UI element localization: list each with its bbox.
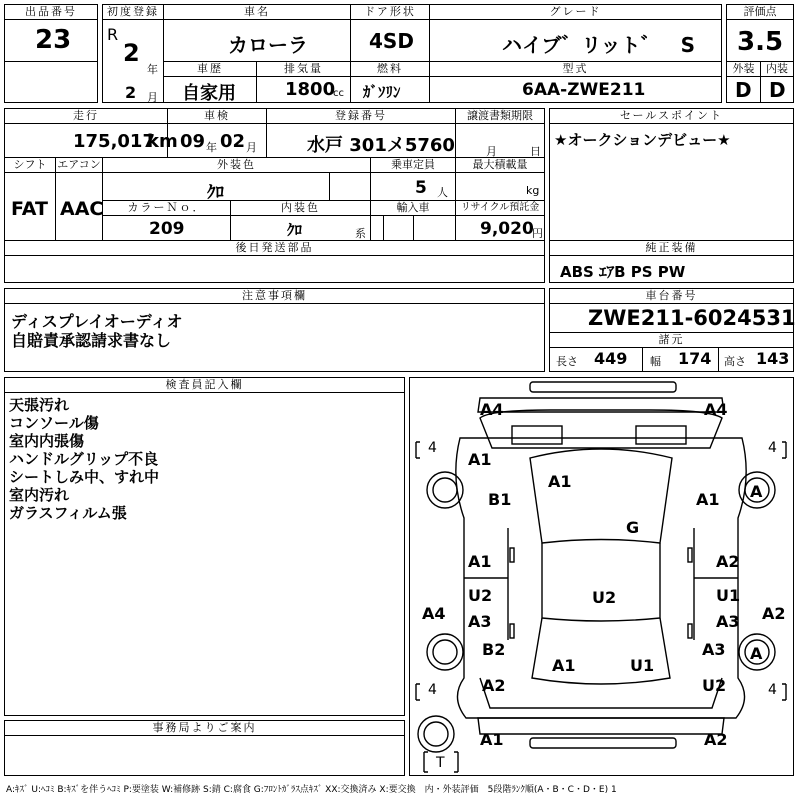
height: 143 [756,349,790,368]
reg-year-unit: 年 [147,63,158,76]
int-color-label: 内装色 [231,201,370,216]
sales-point: ★オークションデビュー★ [554,131,731,149]
history: 自家用 [182,83,236,104]
damage-mark: A3 [702,640,726,659]
inspection-month: 02 [220,131,246,152]
mileage-cell [4,108,178,158]
interior-label: 内装 [761,62,793,77]
inspector-line: 室内汚れ [9,486,70,504]
inspector-line: 室内内張傷 [9,432,85,450]
ext-color-label: 外装色 [103,158,370,173]
capacity-label: 乗車定員 [371,158,455,173]
damage-mark: G [626,518,640,537]
grade-label: グレード [430,5,721,20]
inspector-line: ガラスフィルム張 [9,504,127,522]
ac-cell [55,157,103,241]
reg-month-unit: 月 [147,91,158,104]
mileage-label: 走行 [5,109,167,124]
car-name-label: 車名 [164,5,350,20]
width: 174 [678,349,712,368]
grade: ハイブ゛リット゛ S [502,33,696,57]
damage-mark: U1 [630,656,655,675]
office-label: 事務局よりご案内 [5,721,404,736]
score: 3.5 [737,27,784,57]
inspector-line: シートしみ中、すれ中 [9,468,160,486]
height-label: 高さ [724,355,746,368]
equip-label: 純正装備 [550,241,793,256]
tire-mark: 4 [428,682,437,698]
damage-mark: A4 [422,604,446,623]
divider [383,216,384,240]
capacity: 5 [415,178,427,198]
plate-number: 水戸 301メ5760 [307,135,455,156]
interior-score: D [769,78,786,102]
ac-label: エアコン [57,158,101,171]
damage-mark: A1 [468,552,492,571]
ac: AAC [60,198,104,220]
recycle-cell [455,200,545,241]
inspection-label: 車検 [168,109,266,124]
lot-number: 23 [35,25,72,55]
office-cell [4,720,405,776]
lot-label: 出品番号 [5,5,97,20]
notes-cell [4,288,545,372]
load-cell [455,157,545,201]
length: 449 [594,349,628,368]
door-type: 4SD [369,29,414,53]
load-unit: kg [526,184,540,197]
inspector-label: 検査員記入欄 [5,378,404,393]
equipment: ABS ｴｱB PS PW [560,263,686,281]
sales-cell [549,108,794,241]
sales-label: セールスポイント [550,109,793,124]
fuel: ｶﾞｿﾘﾝ [363,83,401,101]
notes-label: 注意事項欄 [5,289,544,304]
damage-mark: A4 [704,400,728,419]
int-color-cell [230,200,371,241]
note-line: 自賠責承認請求書なし [11,331,172,350]
capacity-unit: 人 [437,186,448,199]
damage-mark: A1 [468,450,492,469]
era-mark: R [107,25,119,44]
inspection-month-unit: 月 [246,141,257,154]
damage-mark: B2 [482,640,506,659]
inspector-line: ハンドルグリップ不良 [9,450,159,468]
transfer-cell [455,108,545,158]
color-no-label: カラーＮｏ． [103,201,230,216]
chassis-cell [549,288,794,372]
recycle-value: 9,020 [480,219,534,239]
damage-mark: U2 [592,588,617,607]
recycle-label: リサイクル預託金 [456,201,544,216]
divider [413,216,414,240]
damage-mark: A2 [716,552,740,571]
spec-label: 諸元 [550,332,793,348]
first-reg-cell [102,4,164,103]
damage-mark: A1 [548,472,572,491]
fuel-label: 燃料 [351,62,429,77]
ext-color-cell [102,157,371,201]
tire-mark: T [436,755,445,771]
score-label: 評価点 [727,5,793,20]
damage-mark: A1 [696,490,720,509]
damage-mark: A3 [468,612,492,631]
lot-cell [4,4,98,62]
color-no: 209 [149,219,185,239]
damage-mark: A [750,482,763,501]
damage-mark: A2 [762,604,786,623]
damage-mark: B1 [488,490,512,509]
damage-mark: U2 [468,586,493,605]
recycle-unit: 円 [532,227,543,240]
shift: FAT [11,198,48,220]
note-line: ディスプレイオーディオ [11,312,183,331]
lot-lower-cell [4,61,98,103]
shift-label: シフト [5,158,55,173]
car-outline [410,378,793,775]
score-cell [726,4,794,62]
damage-mark: A2 [704,730,728,749]
later-parts-cell [4,240,545,283]
history-label: 車歴 [164,62,256,77]
car-name: カローラ [228,33,308,57]
transfer-label: 譲渡書類期限 [456,109,544,124]
import-label: 輸入車 [371,201,455,216]
ext-color: ｸﾛ [207,183,224,203]
damage-mark: A1 [552,656,576,675]
displacement: 1800 [285,79,336,100]
mileage: 175,017 [73,131,155,152]
tire-mark: 4 [428,440,437,456]
exterior-cell [726,61,761,103]
reg-month: 2 [125,83,137,102]
reg-year: 2 [123,39,140,67]
divider [642,347,643,372]
displacement-unit: cc [333,88,344,99]
int-color: ｸﾛ [287,221,303,239]
exterior-label: 外装 [727,62,760,77]
damage-mark: U1 [716,586,741,605]
door-cell [350,4,430,62]
tire-mark: 4 [768,440,777,456]
legend: A:ｷｽﾞ U:ﾍｺﾐ B:ｷｽﾞを伴うﾍｺﾐ P:要塗装 W:補修跡 S:錆 C:腐食 G:ﾌﾛﾝﾄｶﾞﾗｽ点ｷｽﾞ XX:交換済み X:要交換 内・外装評価 5段階ﾗﾝｸ順(A・B・C・D・E) 1 [6,785,617,795]
inspector-line: 天張汚れ [9,396,70,414]
car-diagram [409,377,794,776]
model-label: 型式 [430,62,721,77]
equip-cell [549,240,794,283]
divider [718,347,719,372]
history-cell [163,61,257,103]
plate-label: 登録番号 [267,109,455,124]
grade-cell [429,4,722,62]
model: 6AA-ZWE211 [522,80,646,100]
interior-cell [760,61,794,103]
divider [329,173,330,201]
chassis-number: ZWE211-6024531 [588,306,796,330]
inspection-year: 09 [180,131,206,152]
chassis-label: 車台番号 [550,289,793,304]
inspector-cell [4,377,405,716]
load-label: 最大積載量 [456,158,544,173]
model-cell [429,61,722,103]
inspection-cell [167,108,267,158]
damage-mark: A3 [716,612,740,631]
length-label: 長さ [556,355,578,368]
later-parts-label: 後日発送部品 [5,241,544,256]
transfer-day-unit: 日 [530,145,541,158]
capacity-cell [370,157,456,201]
first-reg-label: 初度登録 [103,5,163,20]
fuel-cell [350,61,430,103]
int-color-unit: 系 [355,227,366,240]
shift-cell [4,157,56,241]
damage-mark: A2 [482,676,506,695]
displacement-cell [256,61,351,103]
inspector-line: コンソール傷 [9,414,99,432]
tire-mark: 4 [768,682,777,698]
exterior-score: D [735,78,752,102]
damage-mark: A [750,644,763,663]
damage-mark: A1 [480,730,504,749]
import-cell [370,200,456,241]
mileage-unit: km [147,131,178,152]
damage-mark: A4 [480,400,504,419]
car-name-cell [163,4,351,62]
inspection-year-unit: 年 [206,141,217,154]
door-label: ドア形状 [351,5,429,20]
color-no-cell [102,200,231,241]
plate-cell [266,108,456,158]
damage-mark: U2 [702,676,727,695]
displacement-label: 排気量 [257,62,350,77]
transfer-month-unit: 月 [486,145,497,158]
width-label: 幅 [650,355,661,368]
